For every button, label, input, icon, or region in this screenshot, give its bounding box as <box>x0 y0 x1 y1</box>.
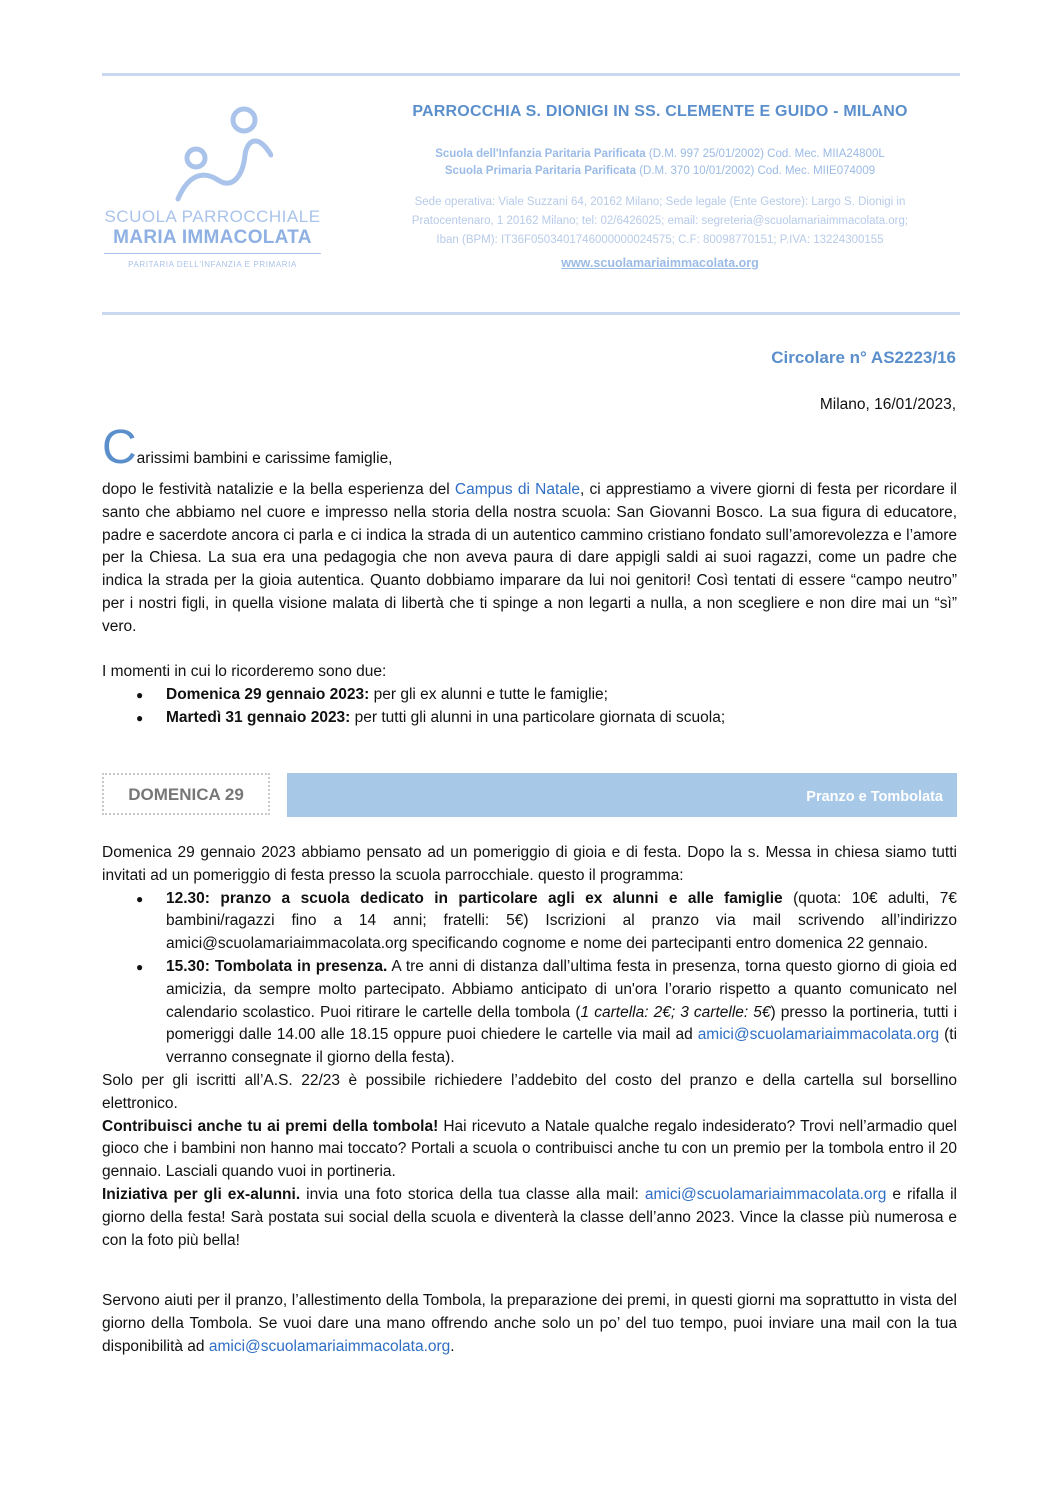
borsellino-note: Solo per gli iscritti all’A.S. 22/23 è possibile richiedere l’addebito del costo del pranzo e della cartella sul borsellino elettronico. <box>102 1071 957 1112</box>
parish-title: PARROCCHIA S. DIONIGI IN SS. CLEMENTE E GUIDO - MILANO <box>412 103 908 120</box>
school-infanzia <box>360 146 960 163</box>
moments-section <box>102 661 957 729</box>
address-block <box>360 193 960 250</box>
email-link[interactable]: amici@scuolamariaimmacolata.org <box>208 1337 451 1355</box>
address-line: Pratocentenaro, 1 20162 Milano; tel: 02/6426025; email: segreteria@scuolamariaimmacolata.org; <box>411 215 909 227</box>
drop-cap: C <box>102 421 137 474</box>
premi-heading: Contribuisci anche tu ai premi della tombola! <box>102 1117 439 1135</box>
premi-paragraph <box>102 1116 957 1184</box>
header-bottom-rule <box>102 312 960 315</box>
closing-text: Servono aiuti per il pranzo, l’allestimento della Tombola, la preparazione dei premi, in questi giorni ma soprattutto in vista del giorno della Tombola. Se vuoi dare una mano offrendo anche solo un po’ del tuo tempo, puoi inviare una mail con la tua disponibilità ad <box>102 1292 957 1355</box>
address-line: Iban (BPM): IT36F0503401746000000024575; C.F: 80098770151; P.IVA: 13224300155 <box>436 234 884 246</box>
circolare-number: Circolare n° AS2223/16 <box>771 348 956 367</box>
header-top-rule <box>102 73 960 76</box>
moment-text: per gli ex alunni e tutte le famiglie; <box>369 685 608 703</box>
moments-intro: I momenti in cui lo ricorderemo sono due: <box>102 663 387 680</box>
list-item <box>166 956 957 1070</box>
logo-line-3: PARITARIA DELL'INFANZIA E PRIMARIA <box>128 260 297 269</box>
school-name: Scuola dell'Infanzia Paritaria Parificata <box>435 148 646 160</box>
school-name: Scuola Primaria Paritaria Parificata <box>444 165 637 177</box>
exalunni-text: invia una foto storica della tua classe alla mail: <box>300 1185 645 1203</box>
section-title-bar: Pranzo e Tombolata <box>287 773 957 817</box>
domenica-section <box>102 842 957 1252</box>
moments-list <box>102 684 957 730</box>
program-text: (ti verranno consegnate il giorno della festa). <box>166 1026 958 1067</box>
greeting-text: arissimi bambini e carissime famiglie, <box>136 450 393 467</box>
program-list <box>102 888 957 1070</box>
logo-line-1: SCUOLA PARROCCHIALE <box>104 207 321 226</box>
school-details: (D.M. 370 10/01/2002) Cod. Mec. MIIE074009 <box>636 165 876 177</box>
list-item <box>166 707 957 730</box>
program-text: A tre anni di distanza dall’ultima festa in presenza, torna questo giorno di gioia ed amicizia, da sempre molto partecipato. Abbiamo anticipato di un'ora l’orario rispetto a quanto comunicato nel calendario scolastico. Puoi ritirare le cartelle della tombola ( <box>166 957 957 1021</box>
address-line: Sede operativa: Viale Suzzani 64, 20162 Milano; Sede legale (Ente Gestore): Largo S. Dionigi in <box>414 196 906 208</box>
exalunni-paragraph <box>102 1184 957 1252</box>
letter-date: Milano, 16/01/2023, <box>819 396 956 413</box>
email-link[interactable]: amici@scuolamariaimmacolata.org <box>697 1026 940 1044</box>
closing-end: . <box>450 1337 455 1355</box>
intro-text: dopo le festività natalizie e la bella esperienza del <box>102 481 455 498</box>
campus-natale-link[interactable]: Campus di Natale <box>454 481 580 498</box>
moment-text: per tutti gli alunni in una particolare giornata di scuola; <box>350 708 726 726</box>
section-date-box: DOMENICA 29 <box>102 773 270 815</box>
closing-paragraph <box>102 1290 957 1358</box>
intro-paragraph <box>102 479 957 639</box>
website-link[interactable]: www.scuolamariaimmacolata.org <box>561 256 759 270</box>
children-logo-icon <box>153 95 273 205</box>
program-text: (quota: 10€ adulti, 7€ bambini/ragazzi fino a 14 anni; fratelli: 5€) Iscrizioni al pranzo via mail scrivendo all’indirizzo amici@scuolamariaimmacolata.org specificando cognome e nome dei partecipanti entro domenica 22 gennaio. <box>166 889 957 953</box>
program-time: 15.30: Tombolata in presenza. <box>166 957 388 975</box>
moment-date: Martedì 31 gennaio 2023: <box>166 708 351 726</box>
section-intro: Domenica 29 gennaio 2023 abbiamo pensato ad un pomeriggio di gioia e di festa. Dopo la s. Messa in chiesa siamo tutti invitati ad un pomeriggio di festa presso la scuola parrocchiale. questo il programma: <box>102 844 957 884</box>
program-time: 12.30: pranzo a scuola dedicato in particolare agli ex alunni e alle famiglie <box>166 889 783 907</box>
school-details: (D.M. 997 25/01/2002) Cod. Mec. MIIA24800L <box>645 148 885 160</box>
list-item <box>166 684 957 707</box>
logo-line-2: MARIA IMMACOLATA <box>104 227 321 254</box>
email-link[interactable]: amici@scuolamariaimmacolata.org <box>644 1185 887 1203</box>
greeting <box>102 421 957 474</box>
school-primaria <box>360 163 960 180</box>
intro-text: , ci apprestiamo a vivere giorni di festa per ricordare il santo che abbiamo nel cuore e impresso nella storia della nostra scuola: San Giovanni Bosco. La sua figura di educatore, padre e sacerdote ancora ci parla e ci indica la strada di un autentico cammino cristiano fondato sull’amorevolezza e l’amore per la Chiesa. La sua era una pedagogia che non aveva paura di dare appigli saldi ai suoi ragazzi, come un padre che indica la strada per la gioia autentica. Quanto dobbiamo imparare da lui noi genitori! Così tentati di essere “campo neutro” per i nostri figli, in quella visione malata di libertà che ti spinge a non legarti a nulla, a non scegliere e non dire mai un “sì” vero. <box>102 481 957 635</box>
program-text: ) presso la portineria, tutti i pomeriggi dalle 14.00 alle 18.15 oppure puoi chiedere le cartelle via mail ad <box>166 1003 958 1044</box>
school-logo <box>100 95 325 285</box>
exalunni-heading: Iniziativa per gli ex-alunni. <box>102 1185 301 1203</box>
list-item <box>166 888 957 956</box>
school-registrations <box>360 146 960 180</box>
exalunni-text: e rifalla il giorno della festa! Sarà postata sui social della scuola e diventerà la classe dell’anno 2023. Vince la classe più numerosa e con la foto più bella! <box>102 1185 957 1249</box>
cartelle-prices: 1 cartella: 2€; 3 cartelle: 5€ <box>580 1003 771 1021</box>
moment-date: Domenica 29 gennaio 2023: <box>166 685 370 703</box>
premi-text: Hai ricevuto a Natale qualche regalo indesiderato? Trovi nell’armadio quel gioco che i bambini non hanno mai toccato? Portali a scuola o contribuisci anche tu con un premio per la tombola entro il 20 gennaio. Lasciali quando vuoi in portineria. <box>102 1117 958 1181</box>
